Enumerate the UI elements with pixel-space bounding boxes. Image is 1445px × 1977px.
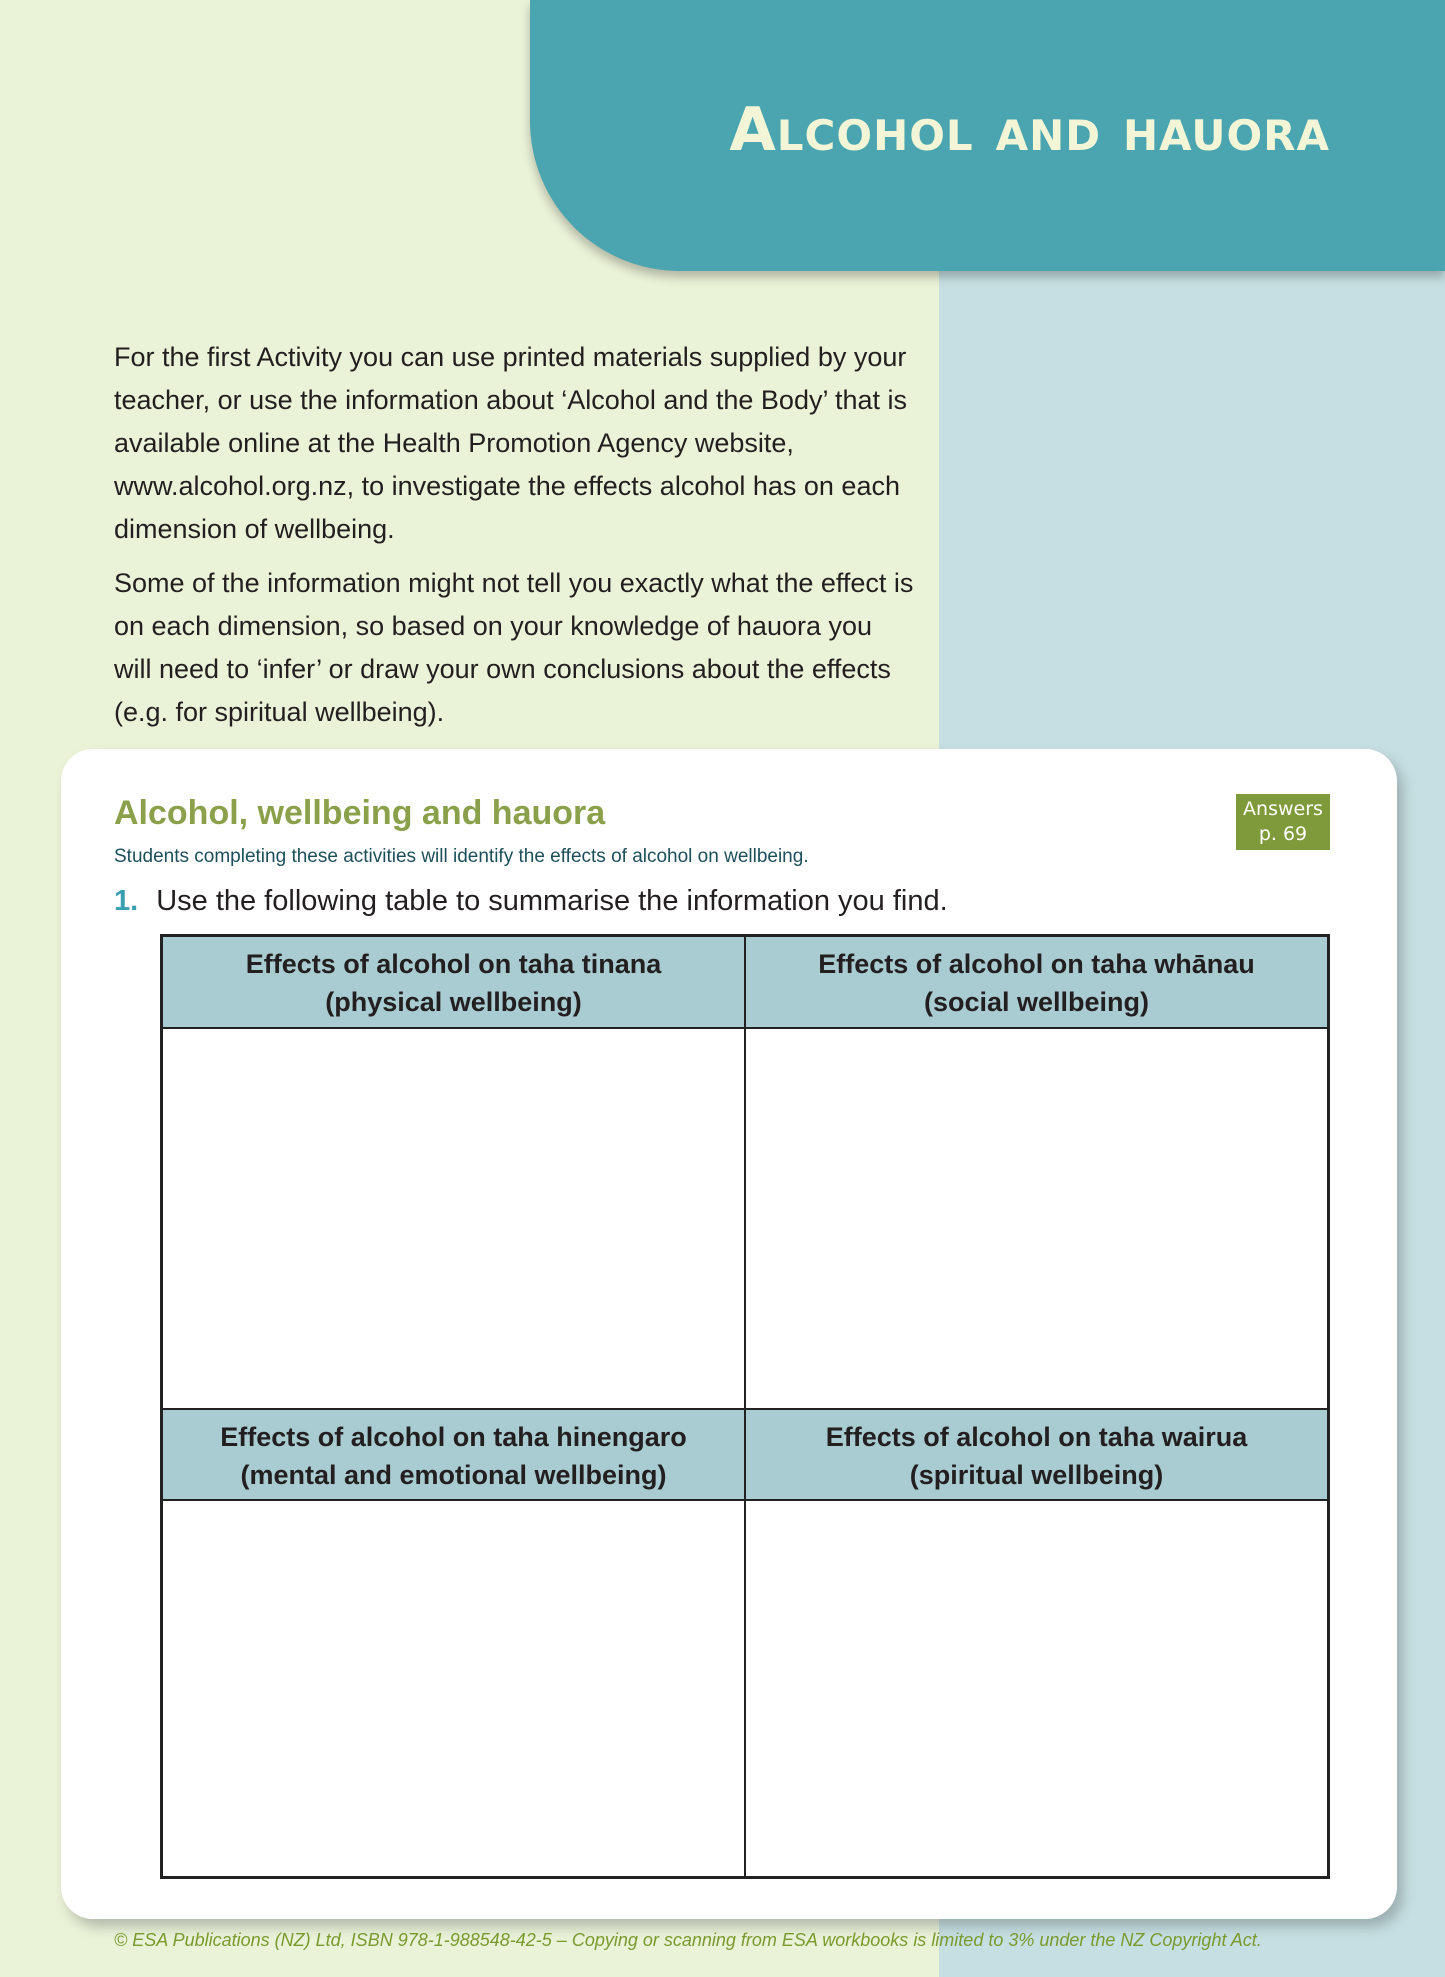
header-line: Effects of alcohol on taha tinana — [245, 949, 662, 979]
intro-paragraph: Some of the information might not tell you exactly what the effect is on each dimension, so based on your knowledge of hauora you will need to ‘infer’ or draw your own conclusions about the effects (e.g. for spiritual wellbeing). — [114, 568, 914, 727]
activity-card — [61, 749, 1397, 1919]
header-line: Effects of alcohol on taha wairua — [825, 1422, 1248, 1452]
answers-label: Answers — [1243, 798, 1323, 820]
answers-badge — [1236, 794, 1330, 850]
intro-text — [114, 336, 914, 745]
activity-subtitle: Students completing these activities will identify the effects of alcohol on wellbeing. — [114, 846, 809, 867]
table-header-physical — [162, 936, 745, 1028]
header-line: Effects of alcohol on taha whānau — [818, 949, 1255, 979]
header-line: Effects of alcohol on taha hinengaro — [220, 1422, 687, 1452]
answer-cell-social[interactable] — [745, 1028, 1328, 1409]
answer-cell-mental[interactable] — [162, 1500, 745, 1877]
table-header-mental — [162, 1409, 745, 1500]
header-line: (physical wellbeing) — [325, 987, 582, 1017]
question — [114, 885, 948, 918]
table-header-social — [745, 936, 1328, 1028]
activity-heading: Alcohol, wellbeing and hauora — [114, 794, 606, 832]
header-line: (spiritual wellbeing) — [909, 1460, 1164, 1490]
title-banner — [530, 0, 1445, 271]
header-line: (mental and emotional wellbeing) — [240, 1460, 667, 1490]
summary-table — [160, 934, 1330, 1879]
question-number: 1. — [114, 885, 139, 917]
page-title: Alcohol and hauora — [729, 95, 1330, 165]
answers-page: p. 69 — [1258, 823, 1308, 845]
table-header-spiritual — [745, 1409, 1328, 1500]
question-text: Use the following table to summarise the information you find. — [156, 885, 948, 917]
copyright-footer: © ESA Publications (NZ) Ltd, ISBN 978-1-988548-42-5 – Copying or scanning from ESA workbooks is limited to 3% under the NZ Copyright Act. — [114, 1930, 1262, 1950]
header-line: (social wellbeing) — [923, 987, 1150, 1017]
answer-cell-spiritual[interactable] — [745, 1500, 1328, 1877]
intro-paragraph: For the first Activity you can use printed materials supplied by your teacher, or use the information about ‘Alcohol and the Body’ that is available online at the Health Promotion Agency website, www.alcohol.org.nz, to investigate the effects alcohol has on each dimension of wellbeing. — [114, 342, 907, 544]
answer-cell-physical[interactable] — [162, 1028, 745, 1409]
